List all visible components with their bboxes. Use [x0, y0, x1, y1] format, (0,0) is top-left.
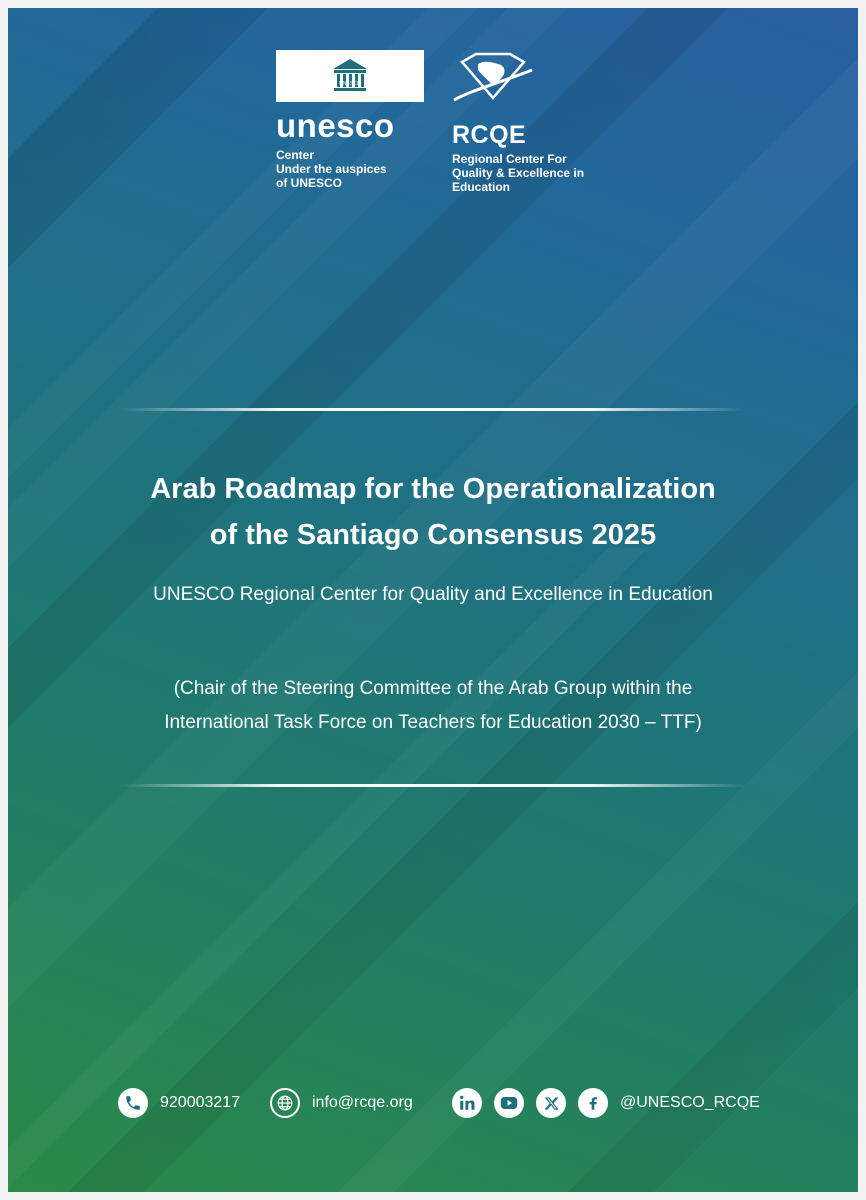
rcqe-caption-line: Education	[452, 180, 511, 194]
unesco-caption	[276, 148, 426, 190]
linkedin-icon[interactable]	[452, 1088, 482, 1118]
social-handle[interactable]: @UNESCO_RCQE	[620, 1094, 760, 1111]
unesco-temple-icon	[330, 56, 370, 96]
unesco-caption-line: Under the auspices	[276, 162, 387, 176]
rcqe-caption-line: Regional Center For	[452, 152, 567, 166]
svg-text:UNESCO: UNESCO	[339, 81, 361, 87]
rcqe-caption	[452, 152, 632, 194]
youtube-icon[interactable]	[494, 1088, 524, 1118]
rcqe-caption-line: Quality & Excellence in	[452, 166, 585, 180]
phone-number[interactable]: 920003217	[160, 1094, 241, 1111]
unesco-wordmark: unesco	[276, 107, 395, 144]
globe-icon	[270, 1088, 300, 1118]
document-cover	[8, 8, 858, 1192]
rcqe-emblem-icon	[452, 52, 534, 110]
x-icon[interactable]	[536, 1088, 566, 1118]
note-line: International Task Force on Teachers for Education 2030 – TTF)	[164, 712, 702, 733]
unesco-caption-line: of UNESCO	[276, 176, 342, 190]
facebook-icon[interactable]	[578, 1088, 608, 1118]
email-link[interactable]: info@rcqe.org	[312, 1094, 413, 1111]
unesco-temple-box	[276, 50, 424, 102]
rcqe-wordmark: RCQE	[452, 121, 527, 149]
title-line: of the Santiago Consensus 2025	[209, 519, 657, 551]
top-divider	[120, 408, 746, 411]
contact-footer	[118, 1088, 768, 1122]
document-subtitle: UNESCO Regional Center for Quality and Excellence in Education	[153, 584, 713, 605]
unesco-logo	[276, 50, 426, 190]
rcqe-logo	[452, 52, 632, 194]
unesco-caption-line: Center	[276, 148, 315, 162]
document-title	[48, 466, 818, 558]
bottom-divider	[120, 784, 746, 787]
title-line: Arab Roadmap for the Operationalization	[150, 473, 716, 505]
document-note	[48, 672, 818, 740]
phone-icon	[118, 1088, 148, 1118]
note-line: (Chair of the Steering Committee of the Arab Group within the	[173, 678, 693, 699]
